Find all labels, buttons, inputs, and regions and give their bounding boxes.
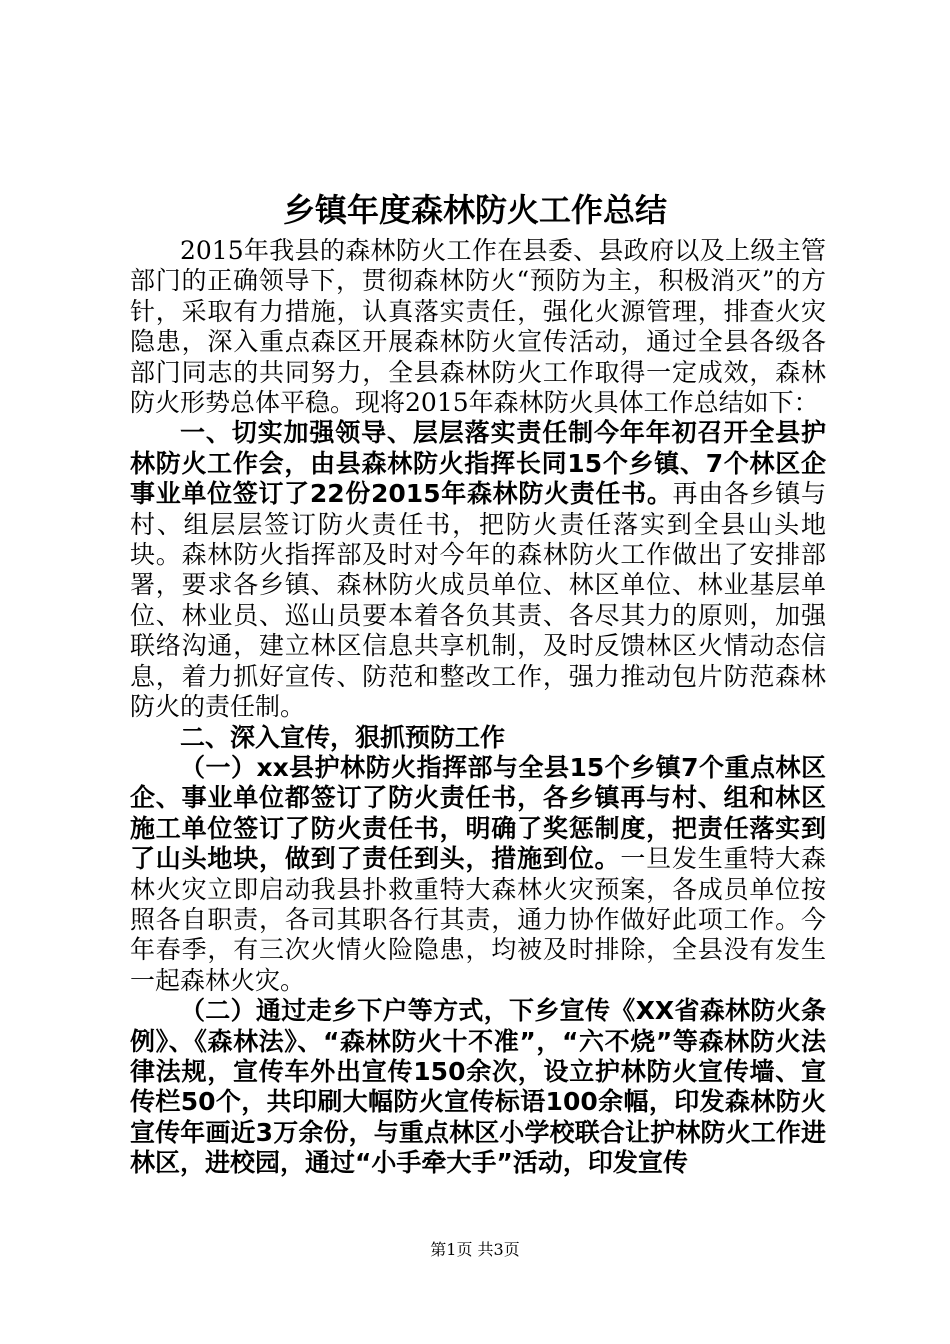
subsection-1-lead: （一）xx县护林防火指挥部与全县15个乡镇7个重点林区企、事业单位都签订了防火责任书，各乡镇再与村、组和林区施工单位签订了防火责任书，明确了奖惩制度，把责任落实到了山头地块，做到了责任到头，措施到位。 xyxy=(130,752,826,874)
section-1-rest: 再由各乡镇与村、组层层签订防火责任书，把防火责任落实到全县山头地块。森林防火指挥部及时对今年的森林防火工作做出了安排部署，要求各乡镇、森林防火成员单位、林区单位、林业基层单位、林业员、巡山员要本着各负其责、各尽其力的原则，加强联络沟通，建立林区信息共享机制，及时反馈林区火情动态信息，着力抓好宣传、防范和整改工作，强力推动包片防范森林防火的责任制。 xyxy=(130,479,826,722)
section-2-heading: 二、深入宣传，狠抓预防工作 xyxy=(180,722,506,752)
subsection-1-rest: 一旦发生重特大森林火灾立即启动我县扑救重特大森林火灾预案，各成员单位按照各自职责，各司其职各行其责，通力协作做好此项工作。今年春季，有三次火情火险隐患，均被及时排除，全县没有发生一起森林火灾。 xyxy=(130,844,826,995)
intro-paragraph: 2015年我县的森林防火工作在县委、县政府以及上级主管部门的正确领导下，贯彻森林防火“预防为主，积极消灭”的方针，采取有力措施，认真落实责任，强化火源管理，排查火灾隐患，深入重点森区开展森林防火宣传活动，通过全县各级各部门同志的共同努力，全县森林防火工作取得一定成效，森林防火形势总体平稳。现将2015年森林防火具体工作总结如下： xyxy=(130,236,826,418)
page-indicator: 第1页 共3页 xyxy=(430,1240,520,1259)
section-1-lead: 一、切实加强领导、层层落实责任制今年年初召开全县护林防火工作会，由县森林防火指挥长同15个乡镇、7个林区企事业单位签订了22份2015年森林防火责任书。 xyxy=(130,418,826,509)
document-title: 乡镇年度森林防火工作总结 xyxy=(282,191,667,229)
subsection-2-paragraph: （二）通过走乡下户等方式，下乡宣传《XX省森林防火条例》、《森林法》、“森林防火十不准”，“六不烧”等森林防火法律法规，宣传车外出宣传150余次，设立护林防火宣传墙、宣传栏50个，共印刷大幅防火宣传标语100余幅，印发森林防火宣传年画近3万余份，与重点林区小学校联合让护林防火工作进林区，进校园，通过“小手牵大手”活动，印发宣传 xyxy=(130,996,826,1178)
subsection-1-paragraph xyxy=(130,753,826,996)
document-body xyxy=(130,236,826,1179)
section-1-paragraph xyxy=(130,418,826,722)
